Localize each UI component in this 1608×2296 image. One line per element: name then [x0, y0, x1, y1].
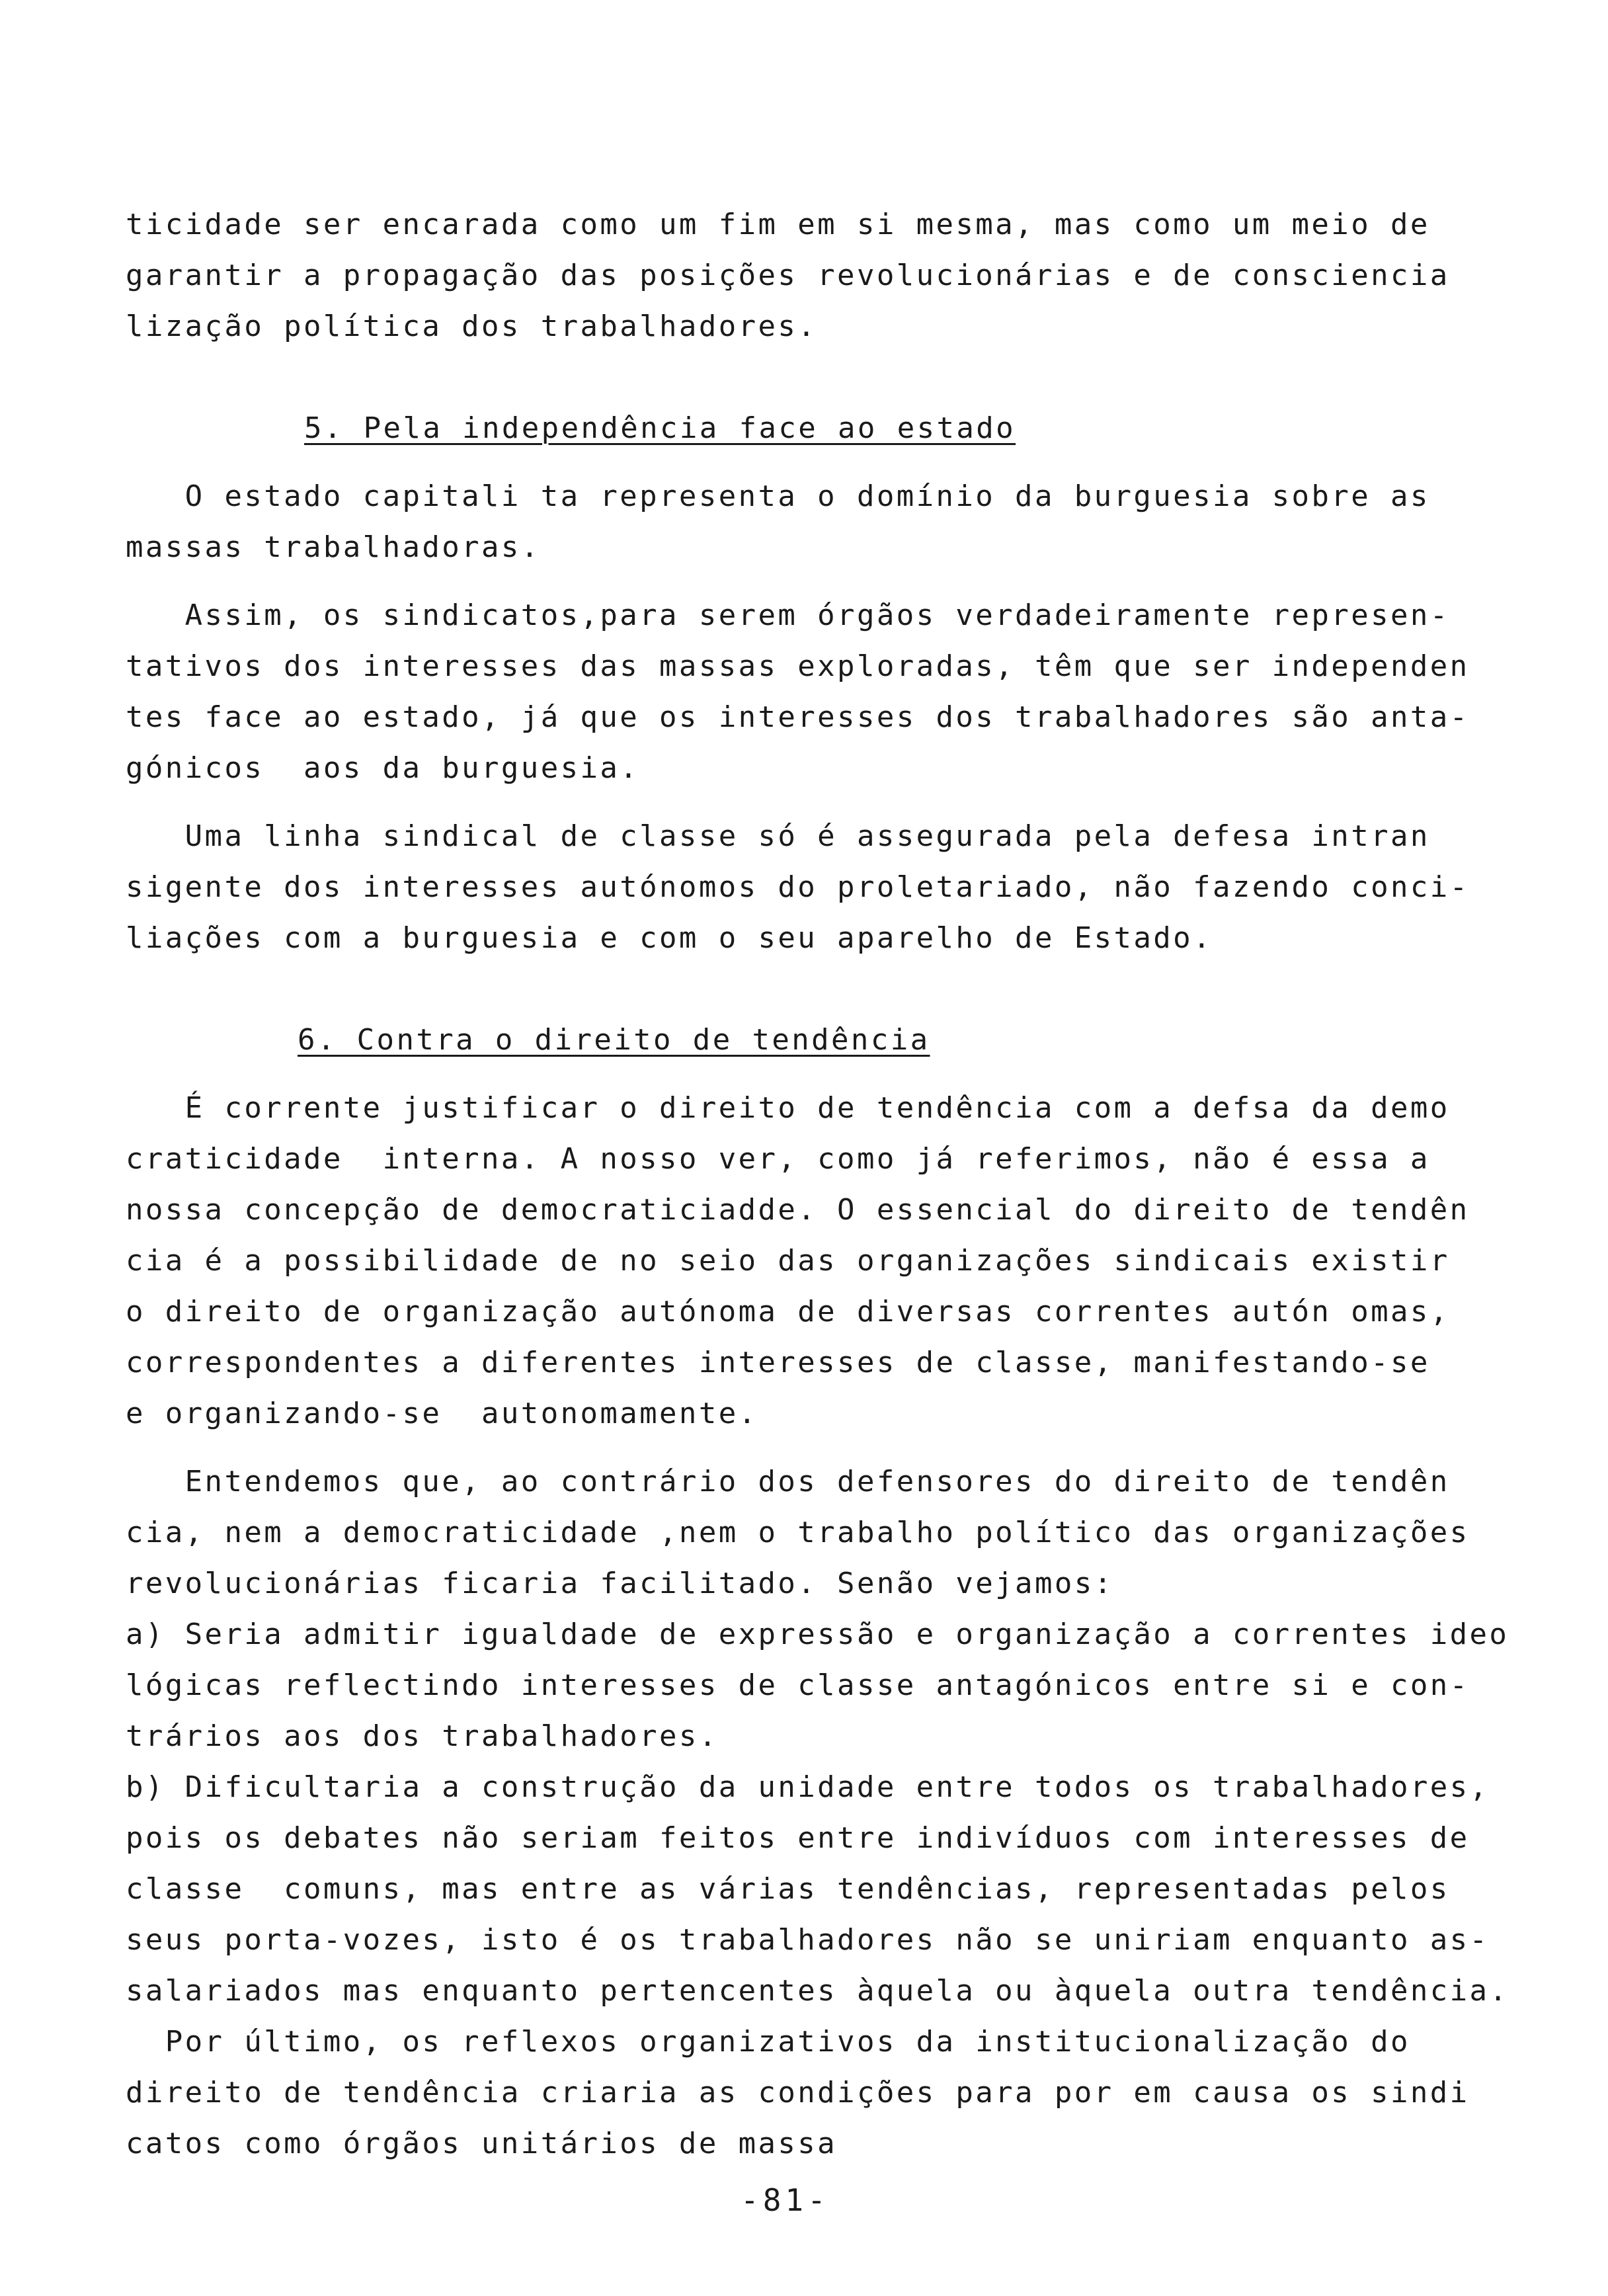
text-line: seus porta-vozes, isto é os trabalhadores não se uniriam enquanto as- [126, 1923, 1490, 1957]
section-heading-6: 6. Contra o direito de tendência [298, 1023, 930, 1057]
section-heading-5: 5. Pela independência face ao estado [304, 411, 1016, 445]
text-line: tativos dos interesses das massas exploradas, têm que ser independen [126, 649, 1470, 683]
text-line: craticidade interna. A nosso ver, como já referimos, não é essa a [126, 1142, 1430, 1176]
text-line: ticidade ser encarada como um fim em si mesma, mas como um meio de [126, 208, 1430, 241]
text-line: correspondentes a diferentes interesses de classe, manifestando-se [126, 1346, 1430, 1379]
text-line: direito de tendência criaria as condições para por em causa os sindi [126, 2076, 1470, 2110]
page-number: -81- [741, 2182, 830, 2218]
text-line: o direito de organização autónoma de diversas correntes autón omas, [126, 1295, 1450, 1329]
text-line: revolucionárias ficaria facilitado. Senão vejamos: [126, 1567, 1114, 1600]
text-line: cia é a possibilidade de no seio das organizações sindicais existir [126, 1244, 1450, 1278]
text-line: gónicos aos da burguesia. [126, 751, 640, 785]
text-line: b) Dificultaria a construção da unidade entre todos os trabalhadores, [126, 1770, 1490, 1804]
text-line: pois os debates não seriam feitos entre indivíduos com interesses de [126, 1821, 1470, 1855]
text-line: garantir a propagação das posições revolucionárias e de consciencia [126, 259, 1450, 292]
text-line: liações com a burguesia e com o seu aparelho de Estado. [126, 921, 1213, 955]
text-line: O estado capitali ta representa o domínio da burguesia sobre as [126, 479, 1430, 513]
text-line: Uma linha sindical de classe só é assegurada pela defesa intran [126, 819, 1430, 853]
text-line: cia, nem a democraticidade ,nem o trabalho político das organizações [126, 1516, 1470, 1549]
text-line: lização política dos trabalhadores. [126, 309, 818, 343]
text-line: catos como órgãos unitários de massa [126, 2127, 838, 2160]
text-line: salariados mas enquanto pertencentes àquela ou àquela outra tendência. [126, 1974, 1509, 2008]
text-line: trários aos dos trabalhadores. [126, 1719, 719, 1753]
text-line: massas trabalhadoras. [126, 530, 541, 564]
text-line: nossa concepção de democraticiadde. O essencial do direito de tendên [126, 1193, 1470, 1227]
text-line: e organizando-se autonomamente. [126, 1397, 758, 1430]
text-line: sigente dos interesses autónomos do proletariado, não fazendo conci- [126, 870, 1470, 904]
text-line: a) Seria admitir igualdade de expressão e organização a correntes ideo [126, 1618, 1509, 1651]
text-line: Por último, os reflexos organizativos da institucionalização do [126, 2025, 1410, 2059]
text-line: Assim, os sindicatos,para serem órgãos verdadeiramente represen- [126, 598, 1450, 632]
text-line: classe comuns, mas entre as várias tendências, representadas pelos [126, 1872, 1450, 1906]
text-line: lógicas reflectindo interesses de classe antagónicos entre si e con- [126, 1668, 1470, 1702]
text-line: Entendemos que, ao contrário dos defensores do direito de tendên [126, 1465, 1450, 1498]
text-line: tes face ao estado, já que os interesses dos trabalhadores são anta- [126, 700, 1470, 734]
text-line: É corrente justificar o direito de tendência com a defsa da demo [126, 1091, 1450, 1125]
